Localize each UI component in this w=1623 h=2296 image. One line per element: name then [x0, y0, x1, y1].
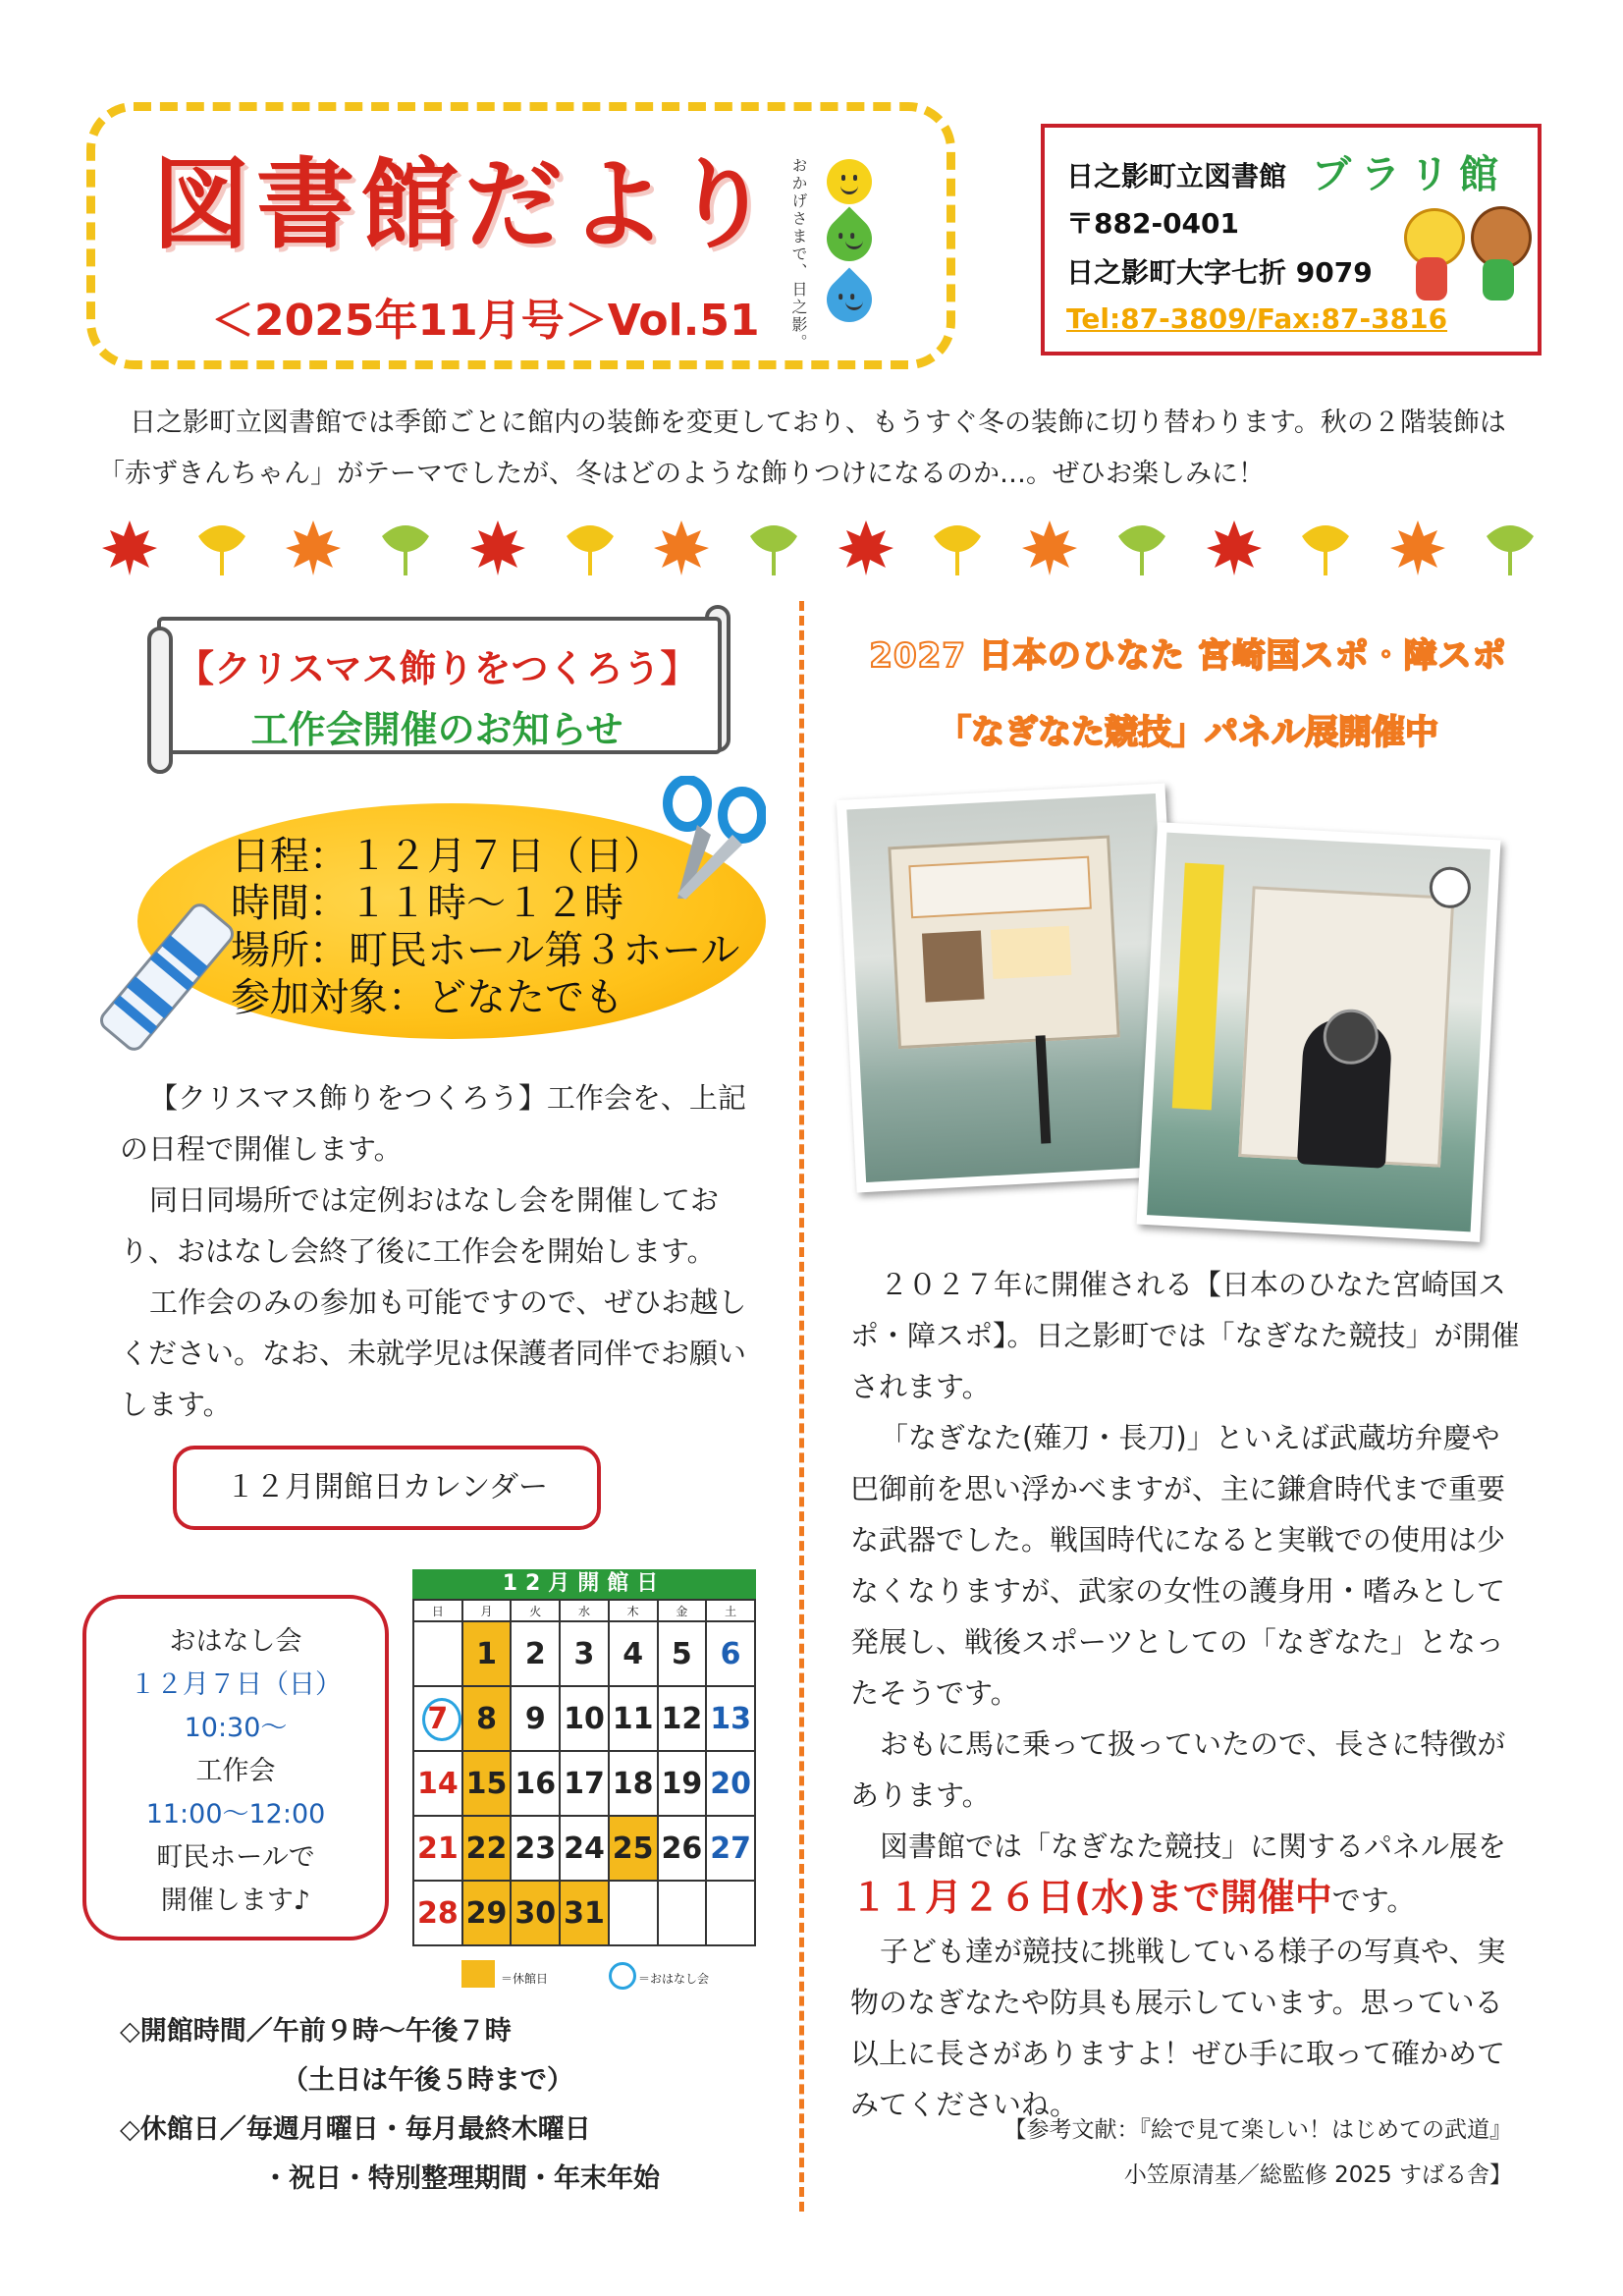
calendar-day: 24	[560, 1816, 609, 1881]
calendar-day: 20	[706, 1751, 755, 1816]
hours-line: ◇開館時間／午前９時～午後７時	[120, 2016, 512, 2047]
calendar-day: 8	[462, 1686, 512, 1751]
calendar-day: 29	[462, 1881, 512, 1945]
panel-exhibit-photo-1	[837, 784, 1185, 1193]
newsletter-title: 図書館だより	[152, 147, 777, 262]
calendar-day: 17	[560, 1751, 609, 1816]
scissors-icon	[648, 776, 766, 903]
event-paragraph: 【クリスマス飾りをつくろう】工作会を、上記の日程で開催します。	[120, 1081, 746, 1166]
calendar-day: 6	[706, 1621, 755, 1686]
ginkgo-leaf-icon	[1110, 517, 1173, 579]
calendar-day: 10	[560, 1686, 609, 1751]
maple-leaf-icon	[1018, 517, 1081, 579]
library-info-box	[1041, 124, 1542, 355]
calendar-day: 31	[560, 1881, 609, 1945]
article-paragraph: 「なぎなた(薙刀・長刀)」といえば武蔵坊弁慶や巴御前を思い浮かべますが、主に鎌倉時代まで重要な武器でした。戦国時代になると実戦での使用は少なくなりますが、武家の女性の護身用・嗜みとして発展し、戦後スポーツとしての「なぎなた」となったそうです。	[850, 1421, 1506, 1710]
issue-label: ＜2025年11月号＞Vol.51	[211, 296, 760, 346]
storytime-venue: 町民ホールで	[156, 1842, 315, 1873]
storytime-time: 10:30～	[184, 1713, 288, 1743]
calendar-day: 13	[706, 1686, 755, 1751]
legend-closed-label: ＝休館日	[501, 1972, 549, 1986]
panel-exhibit-photo-2	[1137, 822, 1501, 1242]
calendar-day: 28	[413, 1881, 462, 1945]
calendar-day: 21	[413, 1816, 462, 1881]
glue-stick-icon	[88, 903, 245, 1051]
hours-line: （土日は午後５時まで）	[282, 2065, 573, 2096]
calendar-day: 27	[706, 1816, 755, 1881]
calendar-day: 1	[462, 1621, 512, 1686]
maple-leaf-icon	[282, 517, 345, 579]
event-title: 【クリスマス飾りをつくろう】	[177, 647, 698, 690]
maple-leaf-icon	[466, 517, 529, 579]
storytime-title: おはなし会	[169, 1626, 302, 1657]
event-paragraph: 同日同場所では定例おはなし会を開催しており、おはなし会終了後に工作会を開始します。	[120, 1183, 720, 1268]
calendar-grid	[412, 1599, 756, 1946]
ginkgo-leaf-icon	[190, 517, 253, 579]
article-paragraph	[850, 1821, 1522, 1926]
calendar-day: 9	[511, 1686, 560, 1751]
calendar-empty-cell	[706, 1881, 755, 1945]
calendar-day: 5	[658, 1621, 707, 1686]
weekday-header: 土	[706, 1600, 755, 1621]
calendar-empty-cell	[658, 1881, 707, 1945]
calendar-week	[413, 1816, 755, 1881]
closed-swatch	[461, 1960, 495, 1988]
ginkgo-leaf-icon	[1294, 517, 1357, 579]
ginkgo-leaf-icon	[926, 517, 989, 579]
legend-storytime-label: ＝おはなし会	[638, 1972, 710, 1986]
article-title: 2027 日本のひなた 宮崎国スポ・障スポ	[869, 636, 1507, 676]
weekday-header: 火	[511, 1600, 560, 1621]
ginkgo-leaf-icon	[742, 517, 805, 579]
calendar-day: 18	[609, 1751, 658, 1816]
scroll-roll-left	[147, 627, 173, 774]
article-paragraph: おもに馬に乗って扱っていたので、長さに特徴があります。	[850, 1727, 1506, 1812]
schedule-audience: 参加対象：どなたでも	[231, 975, 623, 1020]
calendar-day: 4	[609, 1621, 658, 1686]
library-name: 日之影町立図書館	[1066, 160, 1287, 192]
workshop-time: 11:00～12:00	[145, 1799, 326, 1830]
schedule-time: 時間：１１時～１２時	[231, 881, 623, 926]
calendar-legend	[461, 1960, 756, 1990]
calendar-day: 7	[413, 1686, 462, 1751]
calendar-day: 22	[462, 1816, 512, 1881]
calendar-week	[413, 1621, 755, 1686]
schedule-date: 日程：１２月７日（日）	[231, 834, 663, 879]
calendar-day: 25	[609, 1816, 658, 1881]
maple-leaf-icon	[1203, 517, 1266, 579]
calendar-day: 30	[511, 1881, 560, 1945]
calendar-day: 11	[609, 1686, 658, 1751]
ginkgo-leaf-icon	[559, 517, 622, 579]
schedule-place: 場所：町民ホール第３ホール	[231, 928, 740, 973]
calendar-week	[413, 1686, 755, 1751]
postal-code: 〒882-0401	[1066, 207, 1239, 240]
event-description	[120, 1072, 768, 1430]
yellow-face-icon	[827, 159, 872, 204]
storytime-date: １２月７日（日）	[130, 1669, 342, 1700]
calendar-empty-cell	[413, 1621, 462, 1686]
opening-hours	[120, 2007, 768, 2204]
maple-leaf-icon	[1386, 517, 1449, 579]
weekday-header: 木	[609, 1600, 658, 1621]
event-paragraph: 工作会のみの参加も可能ですので、ぜひお越しください。なお、未就学児は保護者同伴でお願いします。	[120, 1285, 747, 1421]
calendar-day: 3	[560, 1621, 609, 1686]
workshop-title: 工作会	[195, 1756, 276, 1786]
article-paragraph: ２０２７年に開催される【日本のひなた宮崎国スポ・障スポ】。日之影町では「なぎなた競技」が開催されます。	[850, 1268, 1520, 1403]
ginkgo-leaf-icon	[1479, 517, 1542, 579]
closed-days-line: ・祝日・特別整理期間・年末年始	[262, 2163, 660, 2194]
reference-line: 小笠原清基／総監修 2025 すばる舎】	[1123, 2162, 1512, 2188]
article-paragraph: 子ども達が競技に挑戦している様子の写真や、実物のなぎなたや防具も展示しています。思っている以上に長さがありますよ！ぜひ手に取って確かめてみてくださいね。	[850, 1935, 1506, 2121]
ginkgo-leaf-icon	[374, 517, 437, 579]
address: 日之影町大字七折 9079	[1066, 256, 1373, 289]
intro-text: 日之影町立図書館では季節ごとに館内の装飾を変更しており、もうすぐ冬の装飾に切り替わります。秋の２階装飾は「赤ずきんちゃん」がテーマでしたが、冬はどのような飾りつけになるのか…。ぜひお楽しみに！	[98, 408, 1506, 489]
autumn-leaves-border	[98, 509, 1542, 587]
calendar-day: 23	[511, 1816, 560, 1881]
exhibit-period-highlight: １１月２６日(水)まで開催中	[850, 1876, 1332, 1919]
maple-leaf-icon	[650, 517, 713, 579]
library-nickname: ブラリ館	[1312, 152, 1508, 197]
weekday-header: 金	[658, 1600, 707, 1621]
chestnut-mascot-body-icon	[1483, 259, 1514, 301]
calendar-heading: １２月開館日カレンダー	[173, 1446, 601, 1530]
calendar-week	[413, 1751, 755, 1816]
weekday-header: 水	[560, 1600, 609, 1621]
weekday-header: 日	[413, 1600, 462, 1621]
exhibit-suffix: です。	[1331, 1884, 1416, 1917]
maple-leaf-icon	[835, 517, 897, 579]
maple-leaf-icon	[98, 517, 161, 579]
calendar-day: 16	[511, 1751, 560, 1816]
calendar-week	[413, 1881, 755, 1945]
storytime-box	[82, 1595, 389, 1941]
calendar-day: 26	[658, 1816, 707, 1881]
calendar-day: 12	[658, 1686, 707, 1751]
calendar-title: 12月開館日	[412, 1569, 756, 1599]
exhibit-intro-text: 図書館では「なぎなた競技」に関するパネル展を	[880, 1830, 1507, 1863]
column-divider	[799, 601, 804, 2212]
tel-fax: Tel:87-3809/Fax:87-3816	[1066, 302, 1448, 335]
article-subtitle: 「なぎなた競技」パネル展開催中	[938, 713, 1438, 752]
slogan-vertical: おかげさまで、日之影。	[789, 157, 808, 352]
calendar-day: 15	[462, 1751, 512, 1816]
december-calendar	[412, 1569, 756, 1986]
weekday-header: 月	[462, 1600, 512, 1621]
citrus-mascot-body-icon	[1416, 257, 1447, 301]
calendar-day: 2	[511, 1621, 560, 1686]
storytime-circle-icon	[609, 1962, 636, 1990]
storytime-note: 開催します♪	[160, 1886, 311, 1916]
calendar-day: 19	[658, 1751, 707, 1816]
reference-line: 【参考文献：『絵で見て楽しい！はじめての武道』	[1003, 2117, 1512, 2143]
closed-days-line: ◇休館日／毎週月曜日・毎月最終木曜日	[120, 2114, 591, 2145]
article-body	[850, 1259, 1522, 2130]
calendar-empty-cell	[609, 1881, 658, 1945]
event-subtitle: 工作会開催のお知らせ	[250, 708, 623, 751]
calendar-day: 14	[413, 1751, 462, 1816]
